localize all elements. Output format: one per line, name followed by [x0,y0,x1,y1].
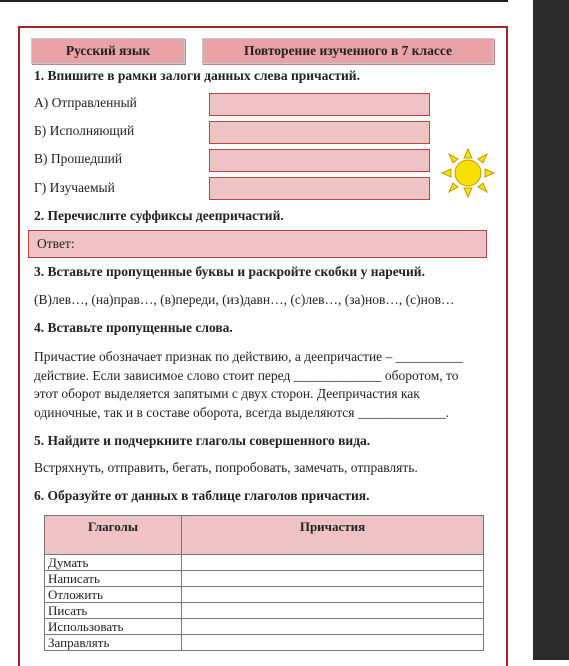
answer-box-b[interactable] [209,121,430,144]
table-row [45,635,484,651]
task4-line: Причастие обозначает признак по действию, а деепричастие – __________ [34,349,464,364]
answer-box-a[interactable] [209,93,430,116]
task4-line: одиночные, так и в составе оборота, всегда выделяются _____________. [34,404,449,420]
top-border [0,0,533,2]
column-header-verbs: Глаголы [45,516,182,555]
task1-title: 1. Впишите в рамки залоги данных слева причастий. [34,68,360,83]
task1-item-b: Б) Исполняющий [34,123,135,138]
task1-item-d: Г) Изучаемый [34,180,115,195]
table-row [45,619,484,635]
verb-cell: Думать [45,555,182,571]
table-row [45,555,484,571]
verb-cell: Отложить [45,587,182,603]
page-margin [508,0,533,660]
participle-cell[interactable] [182,619,484,635]
answer-box-c[interactable] [209,149,430,172]
verb-cell: Заправлять [45,635,182,651]
task5-text: Встряхнуть, отправить, бегать, попробовать, замечать, отправлять. [34,460,418,475]
table-row [45,571,484,587]
participle-cell[interactable] [182,571,484,587]
task2-answer-field[interactable]: Ответ: [28,230,487,258]
table-row [45,587,484,603]
task3-text: (В)лев…, (на)прав…, (в)переди, (из)давн…, (с)лев…, (за)нов…, (с)нов… [34,292,455,307]
participle-cell[interactable] [182,555,484,571]
task2-title: 2. Перечислите суффиксы деепричастий. [34,208,284,223]
task4-line: действие. Если зависимое слово стоит перед _____________ оборотом, то [34,367,459,383]
task1-item-c: В) Прошедший [34,151,123,166]
verb-cell: Писать [45,603,182,619]
task4-line: этот оборот выделяется запятыми с двух сторон. Деепричастия как [34,386,420,401]
verb-cell: Использовать [45,619,182,635]
task3-title: 3. Вставьте пропущенные буквы и раскройте скобки у наречий. [34,264,425,279]
column-header-participles: Причастия [182,516,484,555]
verbs-table [44,515,484,651]
task1-item-a: А) Отправленный [34,95,137,110]
participle-cell[interactable] [182,603,484,619]
table-row [45,603,484,619]
task5-title: 5. Найдите и подчеркните глаголы совершенного вида. [34,433,371,448]
task4-paragraph [34,348,498,422]
answer-box-d[interactable] [209,177,430,200]
task6-title: 6. Образуйте от данных в таблице глаголов причастия. [34,488,370,503]
table-header-row [45,516,484,555]
participle-cell[interactable] [182,635,484,651]
dark-side-panel [533,0,569,660]
verb-cell: Написать [45,571,182,587]
task4-title: 4. Вставьте пропущенные слова. [34,320,233,335]
participle-cell[interactable] [182,587,484,603]
subject-header: Русский язык [31,38,185,64]
topic-header: Повторение изученного в 7 классе [202,38,494,64]
sun-icon [441,148,495,198]
